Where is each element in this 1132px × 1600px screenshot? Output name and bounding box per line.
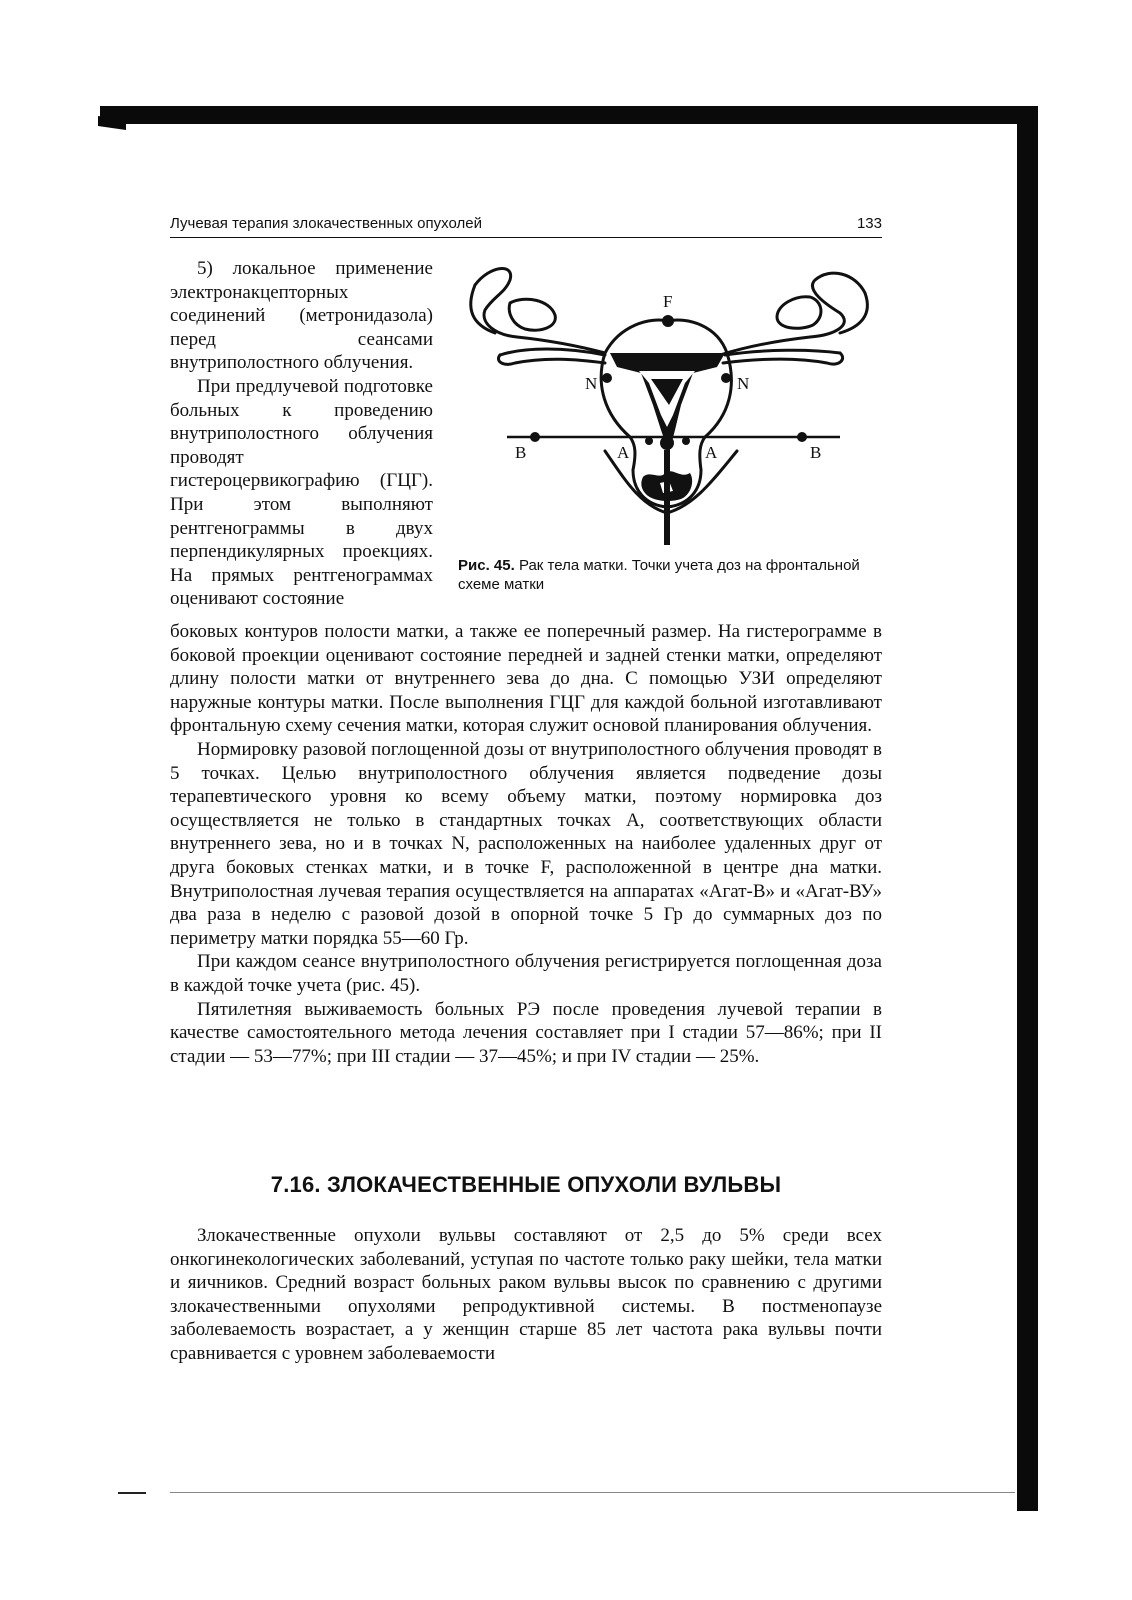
main-text [170, 620, 882, 1068]
point-n-right-label: N [737, 374, 750, 393]
paragraph: При каждом сеансе внутриполостного облучения регистрируется поглощенная доза в каждой точке учета (рис. 45). [170, 951, 882, 996]
running-head-title: Лучевая терапия злокачественных опухолей [170, 215, 482, 232]
uterus-diagram [455, 255, 885, 555]
scan-edge-top [100, 106, 1038, 124]
scan-bottom-rule [170, 1492, 1015, 1493]
paragraph: 5) локальное применение электронакцепторных соединений (метронидазола) перед сеансами внутриполостного облучения. [170, 258, 433, 374]
paragraph: Нормировку разовой поглощенной дозы от внутриполостного облучения проводят в 5 точках. Целью внутриполостного облучения является подведение дозы терапевтического уровня ко всему объему матки, поэтому нормировка доз осуществляется не только в стандартных точках А, соответствующих области внутреннего зева, но и в точках N, расположенных на наиболее удаленных друг от друга боковых стенках матки, и в точке F, расположенной в центре дна матки. Внутриполостная лучевая терапия осуществляется на аппаратах «Агат-В» и «Агат-ВУ» два раза в неделю с разовой дозой в опорной точке 5 Гр до суммарных доз по периметру матки порядка 55—60 Гр. [170, 738, 882, 949]
point-b-right-label: B [810, 443, 822, 462]
point-n-left-label: N [585, 374, 598, 393]
uterus-dose-points-figure [455, 255, 885, 555]
figure-caption [458, 556, 888, 594]
point-f-label: F [663, 292, 673, 311]
section-heading: 7.16. ЗЛОКАЧЕСТВЕННЫЕ ОПУХОЛИ ВУЛЬВЫ [270, 1172, 782, 1197]
left-column-text [170, 257, 433, 611]
paragraph: Пятилетняя выживаемость больных РЭ после проведения лучевой терапии в качестве самостоятельного метода лечения составляет при I стадии 57—86%; при II стадии — 53—77%; при III стадии — 37—45%; и при IV стадии — 25%. [170, 998, 882, 1067]
point-a-left-label: A [617, 443, 630, 462]
page-number: 133 [856, 215, 882, 232]
paragraph: При предлучевой подготовке больных к проведению внутриполостного облучения проводят гистероцервикографию (ГЦГ). При этом выполняют рентгенограммы в двух перпендикулярных проекциях. На прямых рентгенограммах оценивают состояние [170, 375, 433, 610]
point-b-left-label: B [515, 443, 527, 462]
running-head [170, 215, 882, 238]
paragraph-continued: боковых контуров полости матки, а также ее поперечный размер. На гистерограмме в боковой проекции оценивают состояние передней и задней стенки матки, определяют длину полости матки от внутреннего зева до дна. С помощью УЗИ определяют наружные контуры матки. После выполнения ГЦГ для каждой больной изготавливают фронтальную схему сечения матки, которая служит основой планирования облучения. [170, 621, 882, 737]
point-a-right-label: A [705, 443, 718, 462]
section-text [170, 1224, 882, 1366]
paragraph: Злокачественные опухоли вульвы составляют от 2,5 до 5% среди всех онкогинекологических заболеваний, уступая по частоте только раку шейки, тела матки и яичников. Средний возраст больных раком вульвы высок по сравнению с другими злокачественными опухолями репродуктивной системы. В постменопаузе заболеваемость возрастает, а у женщин старше 85 лет частота рака вульвы почти сравнивается с уровнем заболеваемости [170, 1225, 882, 1364]
scan-mark [118, 1492, 146, 1494]
figure-caption-label: Рис. 45. [458, 557, 515, 574]
scan-edge-right [1017, 106, 1038, 1511]
figure-caption-text: Рак тела матки. Точки учета доз на фронтальной схеме матки [458, 557, 860, 593]
